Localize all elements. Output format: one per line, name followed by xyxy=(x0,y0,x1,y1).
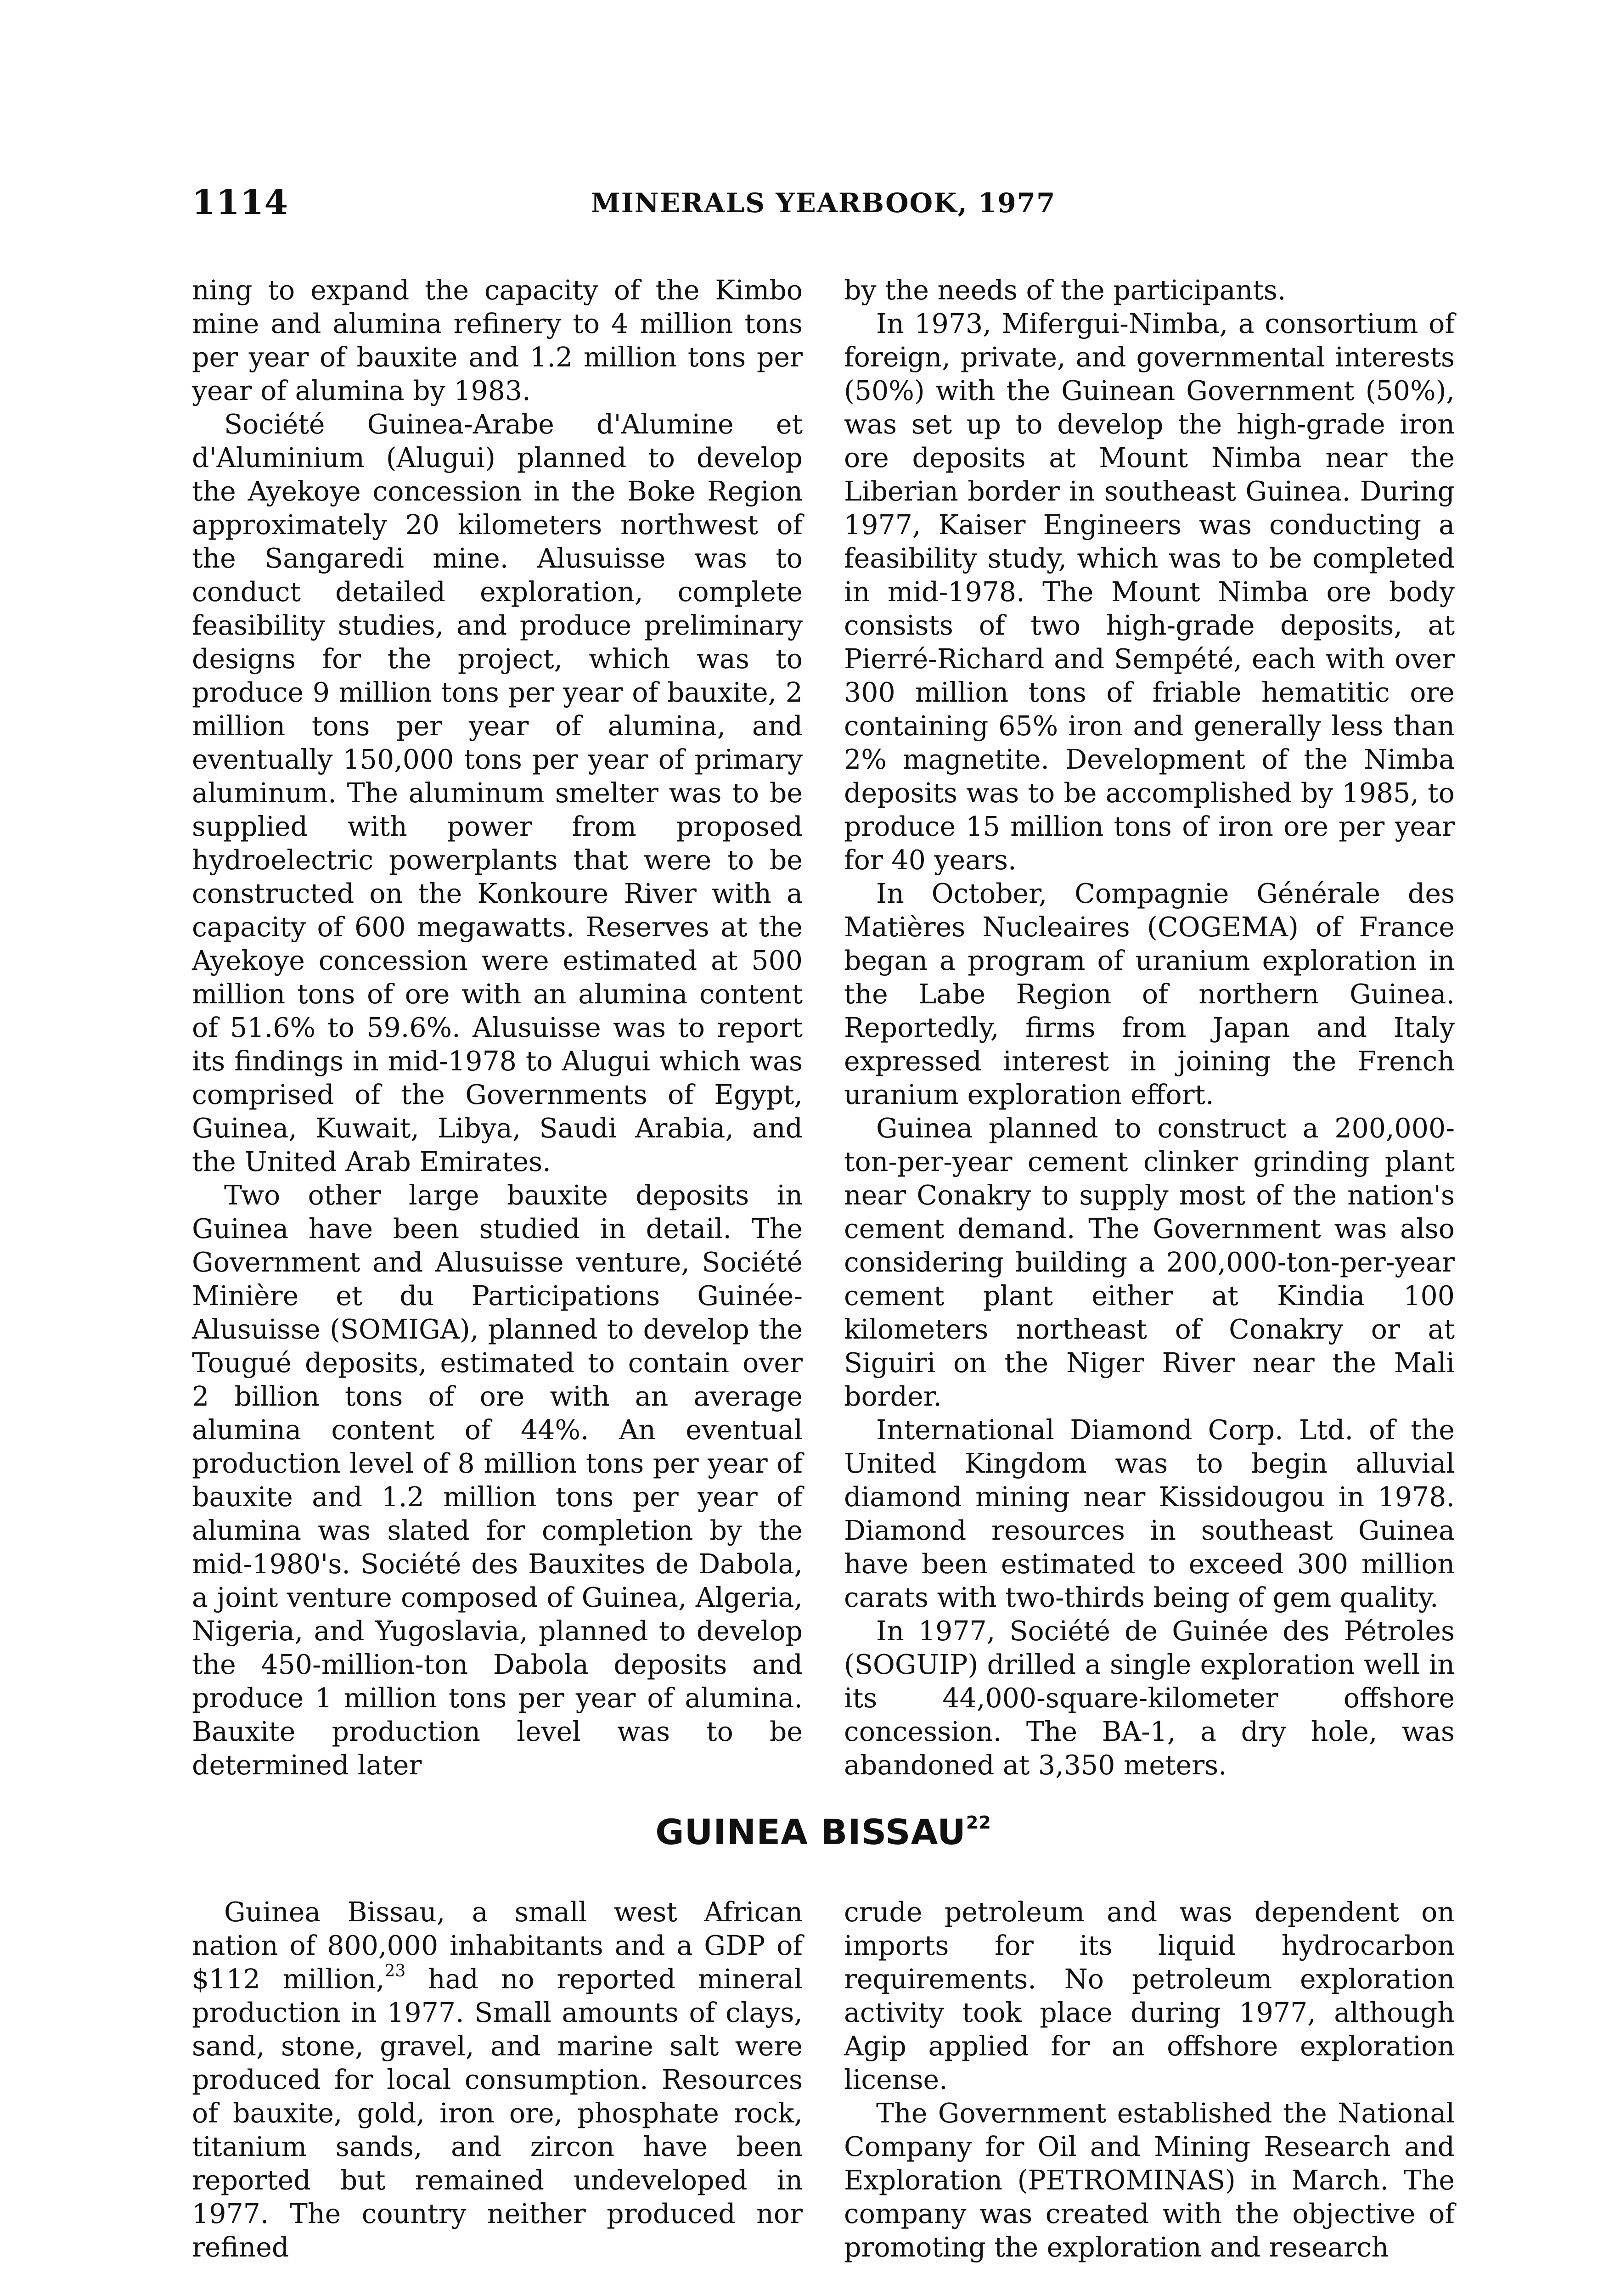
paragraph: In 1973, Mifergui-Nimba, a consortium of foreign, private, and governmental interests (50%) with the Guinean Government (50%), was set up to develop the high-grade iron ore deposits at Mount Nimba near the Liberian border in southeast Guinea. During 1977, Kaiser Engineers was conducting a feasibility study, which was to be completed in mid-1978. The Mount Nimba ore body consists of two high-grade deposits, at Pierré-Richard and Sempété, each with over 300 million tons of friable hematitic ore containing 65% iron and generally less than 2% magnetite. Development of the Nimba deposits was to be accomplished by 1985, to produce 15 million tons of iron ore per year for 40 years. xyxy=(844,308,1455,876)
section-heading-guinea-bissau xyxy=(192,1812,1455,1852)
paragraph: In 1977, Société de Guinée des Pétroles (SOGUIP) drilled a single exploration well in its 44,000-square-kilometer offshore concession. The BA-1, a dry hole, was abandoned at 3,350 meters. xyxy=(844,1615,1455,1781)
guinea-bissau-column-right xyxy=(844,1896,1455,2264)
footnote-ref-23: 23 xyxy=(384,1962,406,1981)
paragraph xyxy=(192,1896,803,2264)
paragraph: In October, Compagnie Générale des Matières Nucleaires (COGEMA) of France began a program of uranium exploration in the Labe Region of northern Guinea. Reportedly, firms from Japan and Italy expressed interest in joining the French uranium exploration effort. xyxy=(844,878,1455,1110)
paragraph: crude petroleum and was dependent on imports for its liquid hydrocarbon requirements. No petroleum exploration activity took place during 1977, although Agip applied for an offshore exploration license. xyxy=(844,1896,1455,2095)
page-header xyxy=(192,183,1455,224)
paragraph-text: Guinea Bissau, a small west African nation of 800,000 inhabitants and a GDP of $112 million, xyxy=(192,1896,803,1995)
paragraph-text: had no reported mineral production in 1977. Small amounts of clays, sand, stone, gravel, and marine salt were produced for local consumption. Resources of bauxite, gold, iron ore, phosphate rock, titanium sands, and zircon have been reported but remained undeveloped in 1977. The country neither produced nor refined xyxy=(192,1964,803,2263)
guinea-bissau-column-left xyxy=(192,1896,803,2264)
paragraph: The Government established the National Company for Oil and Mining Research and Exploration (PETROMINAS) in March. The company was created with the objective of promoting the exploration and research xyxy=(844,2098,1455,2263)
section-heading-text: GUINEA BISSAU xyxy=(655,1812,966,1852)
footnote-ref-22: 22 xyxy=(966,1812,991,1833)
running-head: MINERALS YEARBOOK, 1977 xyxy=(591,187,1056,219)
guinea-column-right xyxy=(844,274,1455,1782)
paragraph: by the needs of the participants. xyxy=(844,275,1286,306)
guinea-column-left xyxy=(192,274,803,1782)
paragraph: Société Guinea-Arabe d'Alumine et d'Aluminium (Alugui) planned to develop the Ayekoye concession in the Boke Region approximately 20 kilometers northwest of the Sangaredi mine. Alusuisse was to conduct detailed exploration, complete feasibility studies, and produce preliminary designs for the project, which was to produce 9 million tons per year of bauxite, 2 million tons per year of alumina, and eventually 150,000 tons per year of primary aluminum. The aluminum smelter was to be supplied with power from proposed hydroelectric powerplants that were to be constructed on the Konkoure River with a capacity of 600 megawatts. Reserves at the Ayekoye concession were estimated at 500 million tons of ore with an alumina content of 51.6% to 59.6%. Alusuisse was to report its findings in mid-1978 to Alugui which was comprised of the Governments of Egypt, Guinea, Kuwait, Libya, Saudi Arabia, and the United Arab Emirates. xyxy=(192,409,803,1177)
paragraph: ning to expand the capacity of the Kimbo mine and alumina refinery to 4 million tons per year of bauxite and 1.2 million tons per year of alumina by 1983. xyxy=(192,275,803,406)
paragraph: Two other large bauxite deposits in Guinea have been studied in detail. The Government and Alusuisse venture, Société Minière et du Participations Guinée-Alusuisse (SOMIGA), planned to develop the Tougué deposits, estimated to contain over 2 billion tons of ore with an average alumina content of 44%. An eventual production level of 8 million tons per year of bauxite and 1.2 million tons per year of alumina was slated for completion by the mid-1980's. Société des Bauxites de Dabola, a joint venture composed of Guinea, Algeria, Nigeria, and Yugoslavia, planned to develop the 450-million-ton Dabola deposits and produce 1 million tons per year of alumina. Bauxite production level was to be determined later xyxy=(192,1180,803,1781)
paragraph: Guinea planned to construct a 200,000-ton-per-year cement clinker grinding plant near Conakry to supply most of the nation's cement demand. The Government was also considering building a 200,000-ton-per-year cement plant either at Kindia 100 kilometers northeast of Conakry or at Siguiri on the Niger River near the Mali border. xyxy=(844,1113,1455,1412)
page-number: 1114 xyxy=(192,183,288,222)
paragraph: International Diamond Corp. Ltd. of the United Kingdom was to begin alluvial diamond mining near Kissidougou in 1978. Diamond resources in southeast Guinea have been estimated to exceed 300 million carats with two-thirds being of gem quality. xyxy=(844,1414,1455,1613)
